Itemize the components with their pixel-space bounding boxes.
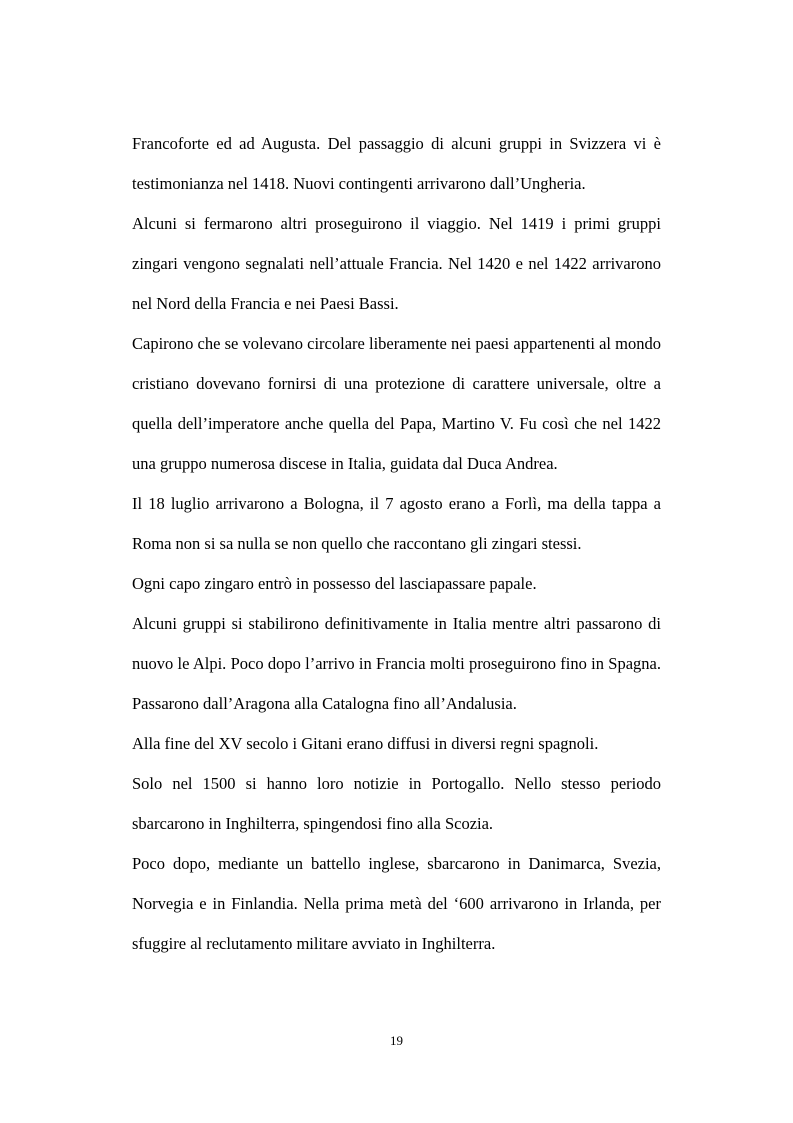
paragraph-1: Francoforte ed ad Augusta. Del passaggio di alcuni gruppi in Svizzera vi è testimonianza nel 1418. Nuovi contingenti arrivarono dall’Ungheria.: [132, 134, 661, 193]
paragraph-5: Ogni capo zingaro entrò in possesso del lasciapassare papale.: [132, 574, 537, 593]
paragraph-6: Alcuni gruppi si stabilirono definitivamente in Italia mentre altri passarono di nuovo le Alpi. Poco dopo l’arrivo in Francia molti proseguirono fino in Spagna. Passarono dall’Aragona alla Catalogna fino all’Andalusia.: [132, 614, 661, 713]
paragraph-2: Alcuni si fermarono altri proseguirono il viaggio. Nel 1419 i primi gruppi zingari vengono segnalati nell’attuale Francia. Nel 1420 e nel 1422 arrivarono nel Nord della Francia e nei Paesi Bassi.: [132, 214, 661, 313]
paragraph-7: Alla fine del XV secolo i Gitani erano diffusi in diversi regni spagnoli.: [132, 734, 599, 753]
page-number: 19: [390, 1033, 403, 1048]
paragraph-8: Solo nel 1500 si hanno loro notizie in Portogallo. Nello stesso periodo sbarcarono in Inghilterra, spingendosi fino alla Scozia.: [132, 774, 661, 833]
paragraph-9: Poco dopo, mediante un battello inglese, sbarcarono in Danimarca, Svezia, Norvegia e in Finlandia. Nella prima metà del ‘600 arrivarono in Irlanda, per sfuggire al reclutamento militare avviato in Inghilterra.: [132, 854, 661, 953]
paragraph-4: Il 18 luglio arrivarono a Bologna, il 7 agosto erano a Forlì, ma della tappa a Roma non si sa nulla se non quello che raccontano gli zingari stessi.: [132, 494, 661, 553]
paragraph-3: Capirono che se volevano circolare liberamente nei paesi appartenenti al mondo cristiano dovevano fornirsi di una protezione di carattere universale, oltre a quella dell’imperatore anche quella del Papa, Martino V. Fu così che nel 1422 una gruppo numerosa discese in Italia, guidata dal Duca Andrea.: [132, 334, 661, 473]
body-text: [132, 124, 661, 964]
